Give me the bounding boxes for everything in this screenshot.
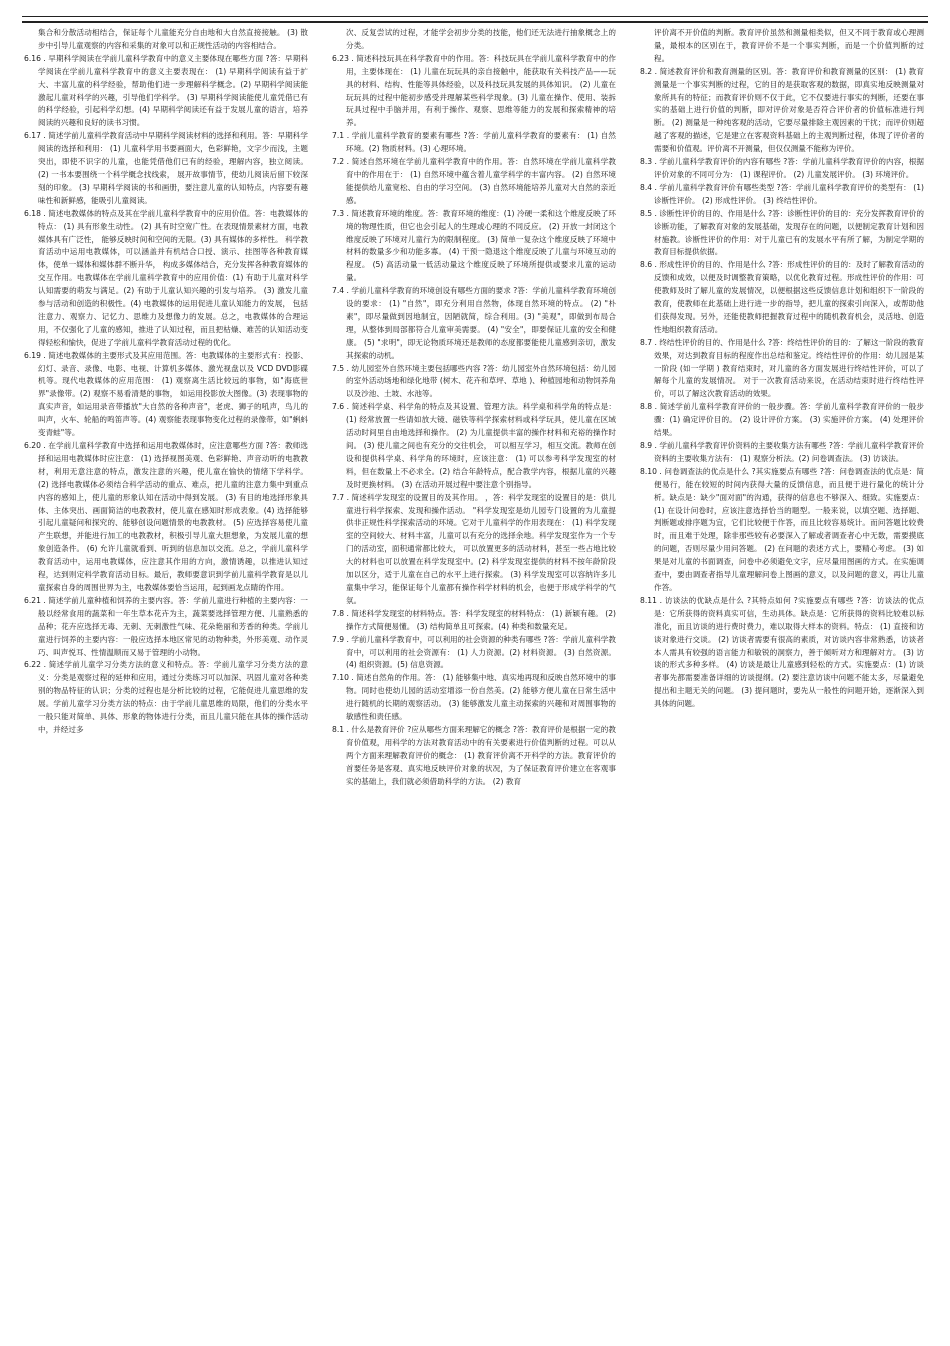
question-paragraph: 8.8 . 简述学前儿童科学教育评价的一般步骤。答：学前儿童科学教育评价的一般步骤：(1) 确定评价目的。 (2) 设计评价方案。 (3) 实施评价方案。 (4) 处理评价结果。 [640,402,924,438]
question-paragraph: 7.4 . 学前儿童科学教育的环境创设有哪些方面的要求 ?答：学前儿童科学教育环境创设的要求： (1) "自然"，即充分利用自然物，体现自然环境的特点。 (2) "朴素"，即尽量做到因地制宜，因陋就简，综合利用。(3) "美观"，即做到布局合理，从整体到局部都符合儿童审美需要。 (4) "安全"，即要保证儿童的安全和健康。 (5) "求明"，即无论物质环境还是教师的态度都要能使儿童感到亲切，激发其探索的动机。 [332,286,616,360]
document-body [24,27,924,788]
question-paragraph: 7.7 . 简述科学发现室的设置目的及其作用。 ，答：科学发现室的设置目的是：供儿童进行科学探索、发现和操作活动。 "科学发现室是幼儿园专门设置的为儿童提供非正规性科学探索活动的环境。它对于儿童科学的作用表现在： (1) 科学发现室的空间较大、材料丰富，儿童可以有充分的选择余地。科学发现室作为一个专门的活动室，面积通常都比较大， 可以放置更多的活动材料，甚至一些占地比较大的材料也可以放置在科学发现室中。(2) 科学发现室提供的材料不按年龄阶段加以区分，适于儿童在自己的水平上进行探索。 (3) 科学发现室可以容纳许多儿童集中学习，能保证每个儿童都有操作科学材料的机会，也便于形成学科学的气氛。 [332,492,616,605]
question-paragraph: 6.22 . 简述学前儿童学习分类方法的意义和特点。答：学前儿童学习分类方法的意义：分类是观察过程的延伸和应用，通过分类练习可以加深、巩固儿童对各种类别的物品特征的认识；分类的过程也是分析比较的过程，它能促进儿童思维的发展。学前儿童学习分类方法的特点：由于学前儿童思维的局限，他们的分类水平一般只能对简单、具体、形象的物体进行分类，而且儿童只能在具体的操作活动中，并经过多 [24,660,308,734]
column-middle [332,27,616,788]
question-paragraph: 7.2 . 简述自然环境在学前儿童科学教育中的作用。答：自然环境在学前儿童科学教育中的作用在于： (1) 自然环境中蕴含着儿童学科学的丰富内容。 (2) 自然环境能提供给儿童宽松、自由的学习空间。 (3) 自然环境能培养儿童对大自然的亲近感。 [332,157,616,205]
question-paragraph: 6.17 . 简述学前儿童科学教育活动中早期科学阅读材料的选择和利用。答：早期科学阅读的选择和利用： (1) 儿童科学用书要画面大，色彩鲜艳，文字少而浅，主题突出，即使不识字的儿童，也能凭借他们已有的经验，理解内容，独立阅读。 (2) 一书本要围绕一个科学概念找线索， 展开故事情节，使幼儿阅读后留下较深刻的印象。 (3) 早期科学阅读的书和画册，要注意儿童的认知特点，内容要有趣味性和新鲜感，能吸引儿童阅读。 [24,131,308,205]
question-paragraph: 7.8 . 简述科学发现室的材料特点。答：科学发现室的材料特点： (1) 新颖有趣。 (2) 操作方式简便易懂。 (3) 结构简单且可探索。(4) 种类和数量充足。 [332,608,616,631]
question-paragraph: 8.3 . 学前儿童科学教育评价的内容有哪些 ?答：学前儿童科学教育评价的内容，根据评价对象的不同可分为： (1) 课程评价。 (2) 儿童发展评价。 (3) 环境评价。 [640,157,924,179]
question-paragraph: 8.6 . 形成性评价的目的、作用是什么 ?答：形成性评价的目的：及时了解教育活动的反馈和成效，以便及时调整教育策略，以优化教育过程。形成性评价的作用：可使教师及时了解儿童的发展情况，以便根据这些反馈信息计划和组织下一阶段的教育，使教师在此基础上进行进一步的指导，把儿童的探索引向深入，或帮助他们获得发现。另外，还能使教师把握教育过程中的随机教育机会，灵活地、创造性地组织教育活动。 [640,260,924,334]
header-rule-thick [22,21,928,23]
column-right [640,27,924,788]
continued-paragraph: 评价离不开价值的判断。教育评价虽然和测量相类似，但又不同于教育或心理测量，最根本的区别在于，教育评价不是一个事实判断，而是一个价值判断的过程。 [654,28,924,63]
question-paragraph: 8.1 . 什么是教育评价 ?应从哪些方面来理解它的概念 ?答：教育评价是根据一定的教育价值观，用科学的方法对教育活动中的有关要素进行价值判断的过程。可以从两个方面来理解教育评价的概念： (1) 教育评价离不开科学的方法。教育评价的首要任务是客观、真实地反映评价对象的状况，为了保证教育评价建立在客观事实的基础上，我们就必须借助科学的方法。 (2) 教育 [332,724,616,786]
question-paragraph: 6.23 . 简述科技玩具在科学教育中的作用。答：科技玩具在学前儿童科学教育中的作用，主要体现在： (1) 儿童在玩玩具的亲自接触中，能获取有关科技产品——玩具的材料、结构、性能等具体经验，以及科技玩具发展的具体知识。 (2) 儿童在玩玩具的过程中能初步感受并理解某些科学现象。(3) 儿童在操作、使用、装拆玩具过程中手脑并用，有利于操作、观察、思维等能力的发展和探索精神的培养。 [332,53,616,128]
question-paragraph: 7.6 . 简述科学桌、科学角的特点及其设置、管理方法。科学桌和科学角的特点是： (1) 经常放置一些请如放大镜、磁铁等科学探索材料或科学玩具，使儿童在区域活动时间里自由地选择和操作。 (2) 为儿童提供丰富的操作材料和充裕的操作时间。 (3) 使儿童之间也有充分的交往机会， 可以相互学习，相互交流。教师在创设和提供科学桌、科学角的环境时，应该注意： (1) 可以参考科学发现室的材料，但在数量上不必求全。(2) 结合年龄特点，配合教学内容，根据儿童的兴趣及时更换材料。 (3) 在活动开展过程中要注意个别指导。 [332,402,616,489]
continued-paragraph: 次、反复尝试的过程，才能学会初步分类的技能，他们还无法进行抽象概念上的分类。 [346,28,616,50]
question-paragraph: 6.19 . 简述电教媒体的主要形式及其应用范围。答：电教媒体的主要形式有：投影、幻灯、录音、录像、电影、电视、计算机多媒体、激光视盘以及 VCD DVD影碟机等。现代电教媒体的应用范围： (1) 观察离生活比较远的事物，如"海底世界"录像带。(2) 观察不易看清楚的事物， 如运用投影放大图像。(3) 表现事物的真实声音，如运用录音带播放"大自然的各种声音"，老虎、狮子的吼声，鸟儿的叫声，火车、轮船的鸣笛声等。(4) 观察能表现事物变化过程的录像带，如"蝌蚪变青蛙"等。 [24,350,308,438]
question-paragraph: 7.9 . 学前儿童科学教育中，可以利用的社会资源的种类有哪些 ?答：学前儿童科学教育中，可以利用的社会资源有： (1) 人力资源。(2) 材料资源。 (3) 自然资源。 (4) 组织资源。(5) 信息资源。 [332,634,616,670]
question-paragraph: 7.5 . 幼儿园室外自然环境主要包括哪些内容 ?答：幼儿园室外自然环境包括：幼儿园的室外活动场地和绿化地带 (树木、花卉和草坪、草地 )、种植园地和动物饲养角以及沙池、土坡、水池等。 [332,363,616,399]
question-paragraph: 6.20 . 在学前儿童科学教育中选择和运用电教媒体时，应注意哪些方面 ?答：教师选择和运用电教媒体时应注意： (1) 选择视图美观、色彩鲜艳、声音动听的电教教材，利用无意注意的特点，激发注意的兴趣，使儿童在愉快的情绪下学科学。 (2) 选择电教媒体必须结合科学活动的重点、难点，把儿童的注意力集中到重点内容的感知上，使儿童的形象认知在活动中得到发展。 (3) 有目的地选择形象具体、主体突出、画面简洁的电教教材，使儿童在感知时形成表象。(4) 选择能够引起儿童疑问和探究的、能够创设问题情景的电教教材。 (5) 应选择容易使儿童产生联想，并能进行加工的电教教材，积极引导儿童大胆想象，为发展儿童的想象创造条件。 (6) 允许儿童就看到、听到的信息加以交流。总之，学前儿童科学教育活动中，运用电教媒体，应注意其作用的方向，激情诱趣，以推进认知过程，达到则定科学教育活动目标。最后，教师要意识到学前儿童科学教育是以儿童探索自身的周围世界为主，电教媒体要恰当运用，起到画龙点睛的作用。 [24,441,308,592]
question-paragraph: 8.5 . 诊断性评价的目的、作用是什么 ?答：诊断性评价的目的：充分发挥教育评价的诊断功能，了解教育对象的发展基础，发现存在的问题，以便制定教育计划和因材施教。诊断性评价的作用：对于儿童已有的发展水平有所了解，为制定学期的教育目标提供依据。 [640,208,924,257]
question-paragraph: 6.18 . 简述电教媒体的特点及其在学前儿童科学教育中的应用价值。答：电教媒体的特点： (1) 具有形象生动性。 (2) 具有时空宽广性。在表现情景素材方面，电教媒体具有广泛性， 能够反映时间和空间的无限。(3) 具有媒体的多样性。 科学教育活动中运用电教媒体，可以涵盖并有机结合口授、演示、挂图等各种教育媒体，使单一媒体和媒体群不断升华， 构成多媒体结合，充分发挥各种教育媒体的交互作用。电教媒体在学前儿童科学教育中的应用价值：(1) 有助于儿童对科学认知需要的萌发与满足。(2) 有助于儿童认知兴趣的引发与培养。 (3) 激发儿童参与活动和创造的积极性。(4) 电教媒体的运用促进儿童认知能力的发展， 包括注意力、观察力、记忆力、思维力及想像力的发展。总之，电教媒体的合理运用，不仅强化了儿童的感知，推进了认知过程，而且把枯燥、难苦的认知活动变得轻松和愉快，促进了学前儿童科学教育活动过程的优化。 [24,208,308,347]
continued-paragraph: 集合和分散活动相结合，保证每个儿童能充分自由地和大自然直接接触。 (3) 散步中引导儿童观察的内容和采集的对象可以和正规性活动的内容相结合。 [38,28,308,50]
question-paragraph: 8.2 . 简述教育评价和教育测量的区别。答：教育评价和教育测量的区别： (1) 教育测量是一个事实判断的过程，它的目的是获取客观的数据，即真实地反映测量对象所具有的特征；而教育评价则不仅于此，它不仅要进行事实的判断，还要在事实的基础上进行价值的判断，即对评价对象是否符合评价者的价值标准进行判断。 (2) 测量是一种纯客观的活动，它要尽量排除主观因素的干扰；而评价则超越了客观的描述，它是建立在客观资料基础上的主观判断过程，体现了评价者的需要和价值观。评价离不开测量，但仅仅测量不能称为评价。 [640,66,924,154]
question-paragraph: 7.1 . 学前儿童科学教育的要素有哪些 ?答：学前儿童科学教育的要素有： (1) 自然环境。(2) 物质材料。(3) 心理环境。 [332,131,616,154]
column-left [24,27,308,788]
question-paragraph: 8.11 . 访谈法的优缺点是什么 ?其特点如何 ?实施要点有哪些 ?答：访谈法的优点是：它所获得的资料真实可信，生动具体。缺点是：它所获得的资料比较难以标准化，而且访谈的进行费时费力，难以取得大样本的资料。特点： (1) 直接和访谈对象进行交谈。 (2) 访谈者需要有很高的素质，对访谈内容非常熟悉，访谈者本人需具有较强的语言能力和敏锐的洞察力，善于倾听对方和理解对方。 (3) 访谈的形式多种多样。 (4) 访谈是最让儿童感到轻松的方式。实施要点：(1) 访谈者事先都需要准备详细的访谈提纲。(2) 要注意访谈中问题不能太多，尽量避免提出和主题无关的问题。 (3) 提问题时，要先从一般性的问题开始，逐渐深入到具体的问题。 [640,595,924,709]
question-paragraph: 8.4 . 学前儿童科学教育评价有哪些类型 ?答：学前儿童科学教育评价的类型有： (1) 诊断性评价。 (2) 形成性评价。 (3) 终结性评价。 [640,182,924,205]
question-paragraph: 8.9 . 学前儿童科学教育评价资料的主要收集方法有哪些 ?答：学前儿童科学教育评价资料的主要收集方法有： (1) 观察分析法。(2) 问卷调查法。 (3) 访谈法。 [640,441,924,463]
question-paragraph: 7.10 . 简述自然角的作用。答： (1) 能够集中地、真实地再现和反映自然环境中的事物。同时也使幼儿园的活动室增添一份自然美。(2) 能够方便儿童在日常生活中进行随机的长期的观察活动。 (3) 能够激发儿童主动探索的兴趣和对周围事物的敏感性和责任感。 [332,673,616,722]
question-paragraph: 8.7 . 终结性评价的目的、作用是什么 ?答：终结性评价的目的：了解这一阶段的教育效果，对达到教育目标的程度作出总结和鉴定。终结性评价的作用：幼儿园是某一阶段 (如一学期 ) 教育结束时，对儿童的各方面发展进行终结性评价，可以了解每个儿童的发展情况。 对于一次教育活动来说，在活动结束时进行终结性评价，可以了解这次教育活动的效果。 [640,337,924,399]
question-paragraph: 6.16 . 早期科学阅读在学前儿童科学教育中的意义主要体现在哪些方面 ?答：早期科学阅读在学前儿童科学教育中的意义主要表现在： (1) 早期科学阅读有益于扩大、丰富儿童的科学经验，帮助他们进一步理解科学概念。(2) 早期科学阅读能激起儿童对科学的兴趣，引导他们学科学。 (3) 早期科学阅读能使儿童凭借已有的科学经验，引起科学幻想。(4) 早期科学阅读还有益于发展儿童的语言，培养阅读的兴趣和良好的读书习惯。 [24,53,308,128]
question-paragraph: 6.21 . 简述学前儿童种植和饲养的主要内容。答：学前儿童进行种植的主要内容：一般以经常食用的蔬菜和一年生草本花卉为主，蔬菜要选择管理方便、儿童熟悉的品种；花卉应选择无毒、无刺、无刺激性气味、花朵艳丽和芳香的种类。学前儿童进行饲养的主要内容：一般应选择本地区常见的动物种类，外形美观、动作灵巧、叫声悦耳、性情温顺而又易于管理的小动物。 [24,595,308,657]
question-paragraph: 7.3 . 简述教育环境的维度。答：教育环境的维度：(1) 冷硬一柔和这个维度反映了环境的物理性质，但它也会引起人的生理或心理的不同反应。 (2) 开放一封闭这个维度反映了环境对儿童行为的限制程度。 (3) 简单一复杂这个维度反映了环境中材料的数量多少和功能多寡。 (4) 干预一隐退这个维度反映了儿童与环境互动的程度。 (5) 高活动量一低活动量这个维度反映了环境所提供或要求儿童的运动量。 [332,208,616,283]
header-rule-thin [22,16,928,17]
question-paragraph: 8.10 . 问卷调查法的优点是什么 ?其实施要点有哪些 ?答：问卷调查法的优点是：简便易行，能在较短的时间内获得大量的反馈信息，而且便于进行量化的统计分析。缺点是：缺少"面对面"的沟通，获得的信息也不够深入、细致。实施要点： (1) 在设计问卷时，应该注意选择恰当的题型。一般来说，以填空题、选择题、判断题或排序题为宜，它们比较便于作答，而且比较容易统计。而问答题比较费时，而且难于处理，除非那些较有必要深入了解或者调查者心中无数，需要摸底的问题，否则尽量少用问答题。 (2) 在问题的表述方式上，要精心考虑。 (3) 如果是对儿童的书面调查，问卷中必须避免文字，应尽量用图画的方式。在实施调查中，要由调查者指导儿童理解问卷上图画的意义，以及问题的意义，再让儿童作答。 [640,466,924,592]
